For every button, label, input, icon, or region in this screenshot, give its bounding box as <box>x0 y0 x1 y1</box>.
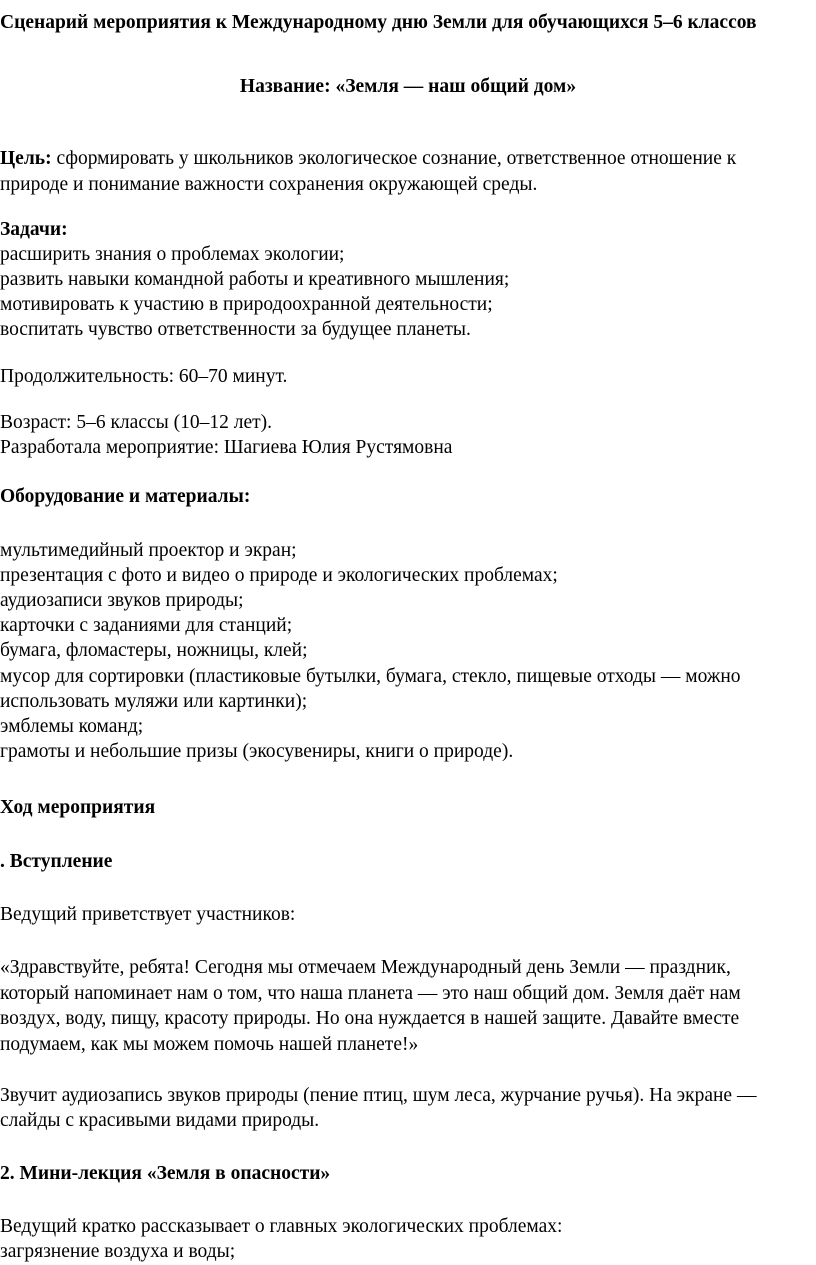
equipment-item: карточки с заданиями для станций; <box>0 615 293 636</box>
goal-line-1 <box>0 146 736 172</box>
host-greets: Ведущий приветствует участников: <box>0 904 296 925</box>
audio-line: слайды с красивыми видами природы. <box>0 1110 320 1131</box>
equipment-item: использовать муляжи или картинки); <box>0 691 308 712</box>
document-title: Название: «Земля — наш общий дом» <box>239 76 577 97</box>
document-header: Сценарий мероприятия к Международному дню Земли для обучающихся 5–6 классов <box>0 12 757 33</box>
audio-line: Звучит аудиозапись звуков природы (пение птиц, шум леса, журчание ручья). На экране — <box>0 1085 757 1106</box>
progress-heading: Ход мероприятия <box>0 797 156 818</box>
goal-line-2: природе и понимание важности сохранения окружающей среды. <box>0 174 538 195</box>
equipment-heading: Оборудование и материалы: <box>0 486 251 507</box>
author: Разработала мероприятие: Шагиева Юлия Рустямовна <box>0 437 453 458</box>
equipment-item: презентация с фото и видео о природе и экологических проблемах; <box>0 565 558 586</box>
intro-heading: . Вступление <box>0 851 113 872</box>
task-item: воспитать чувство ответственности за будущее планеты. <box>0 319 471 340</box>
equipment-item: мультимедийный проектор и экран; <box>0 540 297 561</box>
equipment-item: грамоты и небольшие призы (экосувениры, книги о природе). <box>0 741 514 762</box>
goal-text: сформировать у школьников экологическое сознание, ответственное отношение к <box>51 148 737 169</box>
age: Возраст: 5–6 классы (10–12 лет). <box>0 412 273 433</box>
task-item: мотивировать к участию в природоохранной деятельности; <box>0 294 493 315</box>
lecture-heading: 2. Мини-лекция «Земля в опасности» <box>0 1163 331 1184</box>
equipment-item: мусор для сортировки (пластиковые бутылки, бумага, стекло, пищевые отходы — можно <box>0 666 741 687</box>
equipment-item: эмблемы команд; <box>0 716 144 737</box>
speech-line: «Здравствуйте, ребята! Сегодня мы отмечаем Международный день Земли — праздник, <box>0 957 731 978</box>
goal-label: Цель: <box>0 148 52 169</box>
speech-line: воздух, воду, пищу, красоту природы. Но она нуждается в нашей защите. Давайте вместе <box>0 1008 740 1029</box>
lecture-intro: Ведущий кратко рассказывает о главных экологических проблемах: <box>0 1216 563 1237</box>
duration: Продолжительность: 60–70 минут. <box>0 366 288 387</box>
equipment-item: аудиозаписи звуков природы; <box>0 590 244 611</box>
speech-line: который напоминает нам о том, что наша планета — это наш общий дом. Земля даёт нам <box>0 983 741 1004</box>
task-item: развить навыки командной работы и креативного мышления; <box>0 269 510 290</box>
lecture-item: загрязнение воздуха и воды; <box>0 1241 236 1262</box>
task-item: расширить знания о проблемах экологии; <box>0 244 345 265</box>
equipment-item: бумага, фломастеры, ножницы, клей; <box>0 640 308 661</box>
tasks-heading: Задачи: <box>0 219 68 240</box>
speech-line: подумаем, как мы можем помочь нашей планете!» <box>0 1034 419 1055</box>
